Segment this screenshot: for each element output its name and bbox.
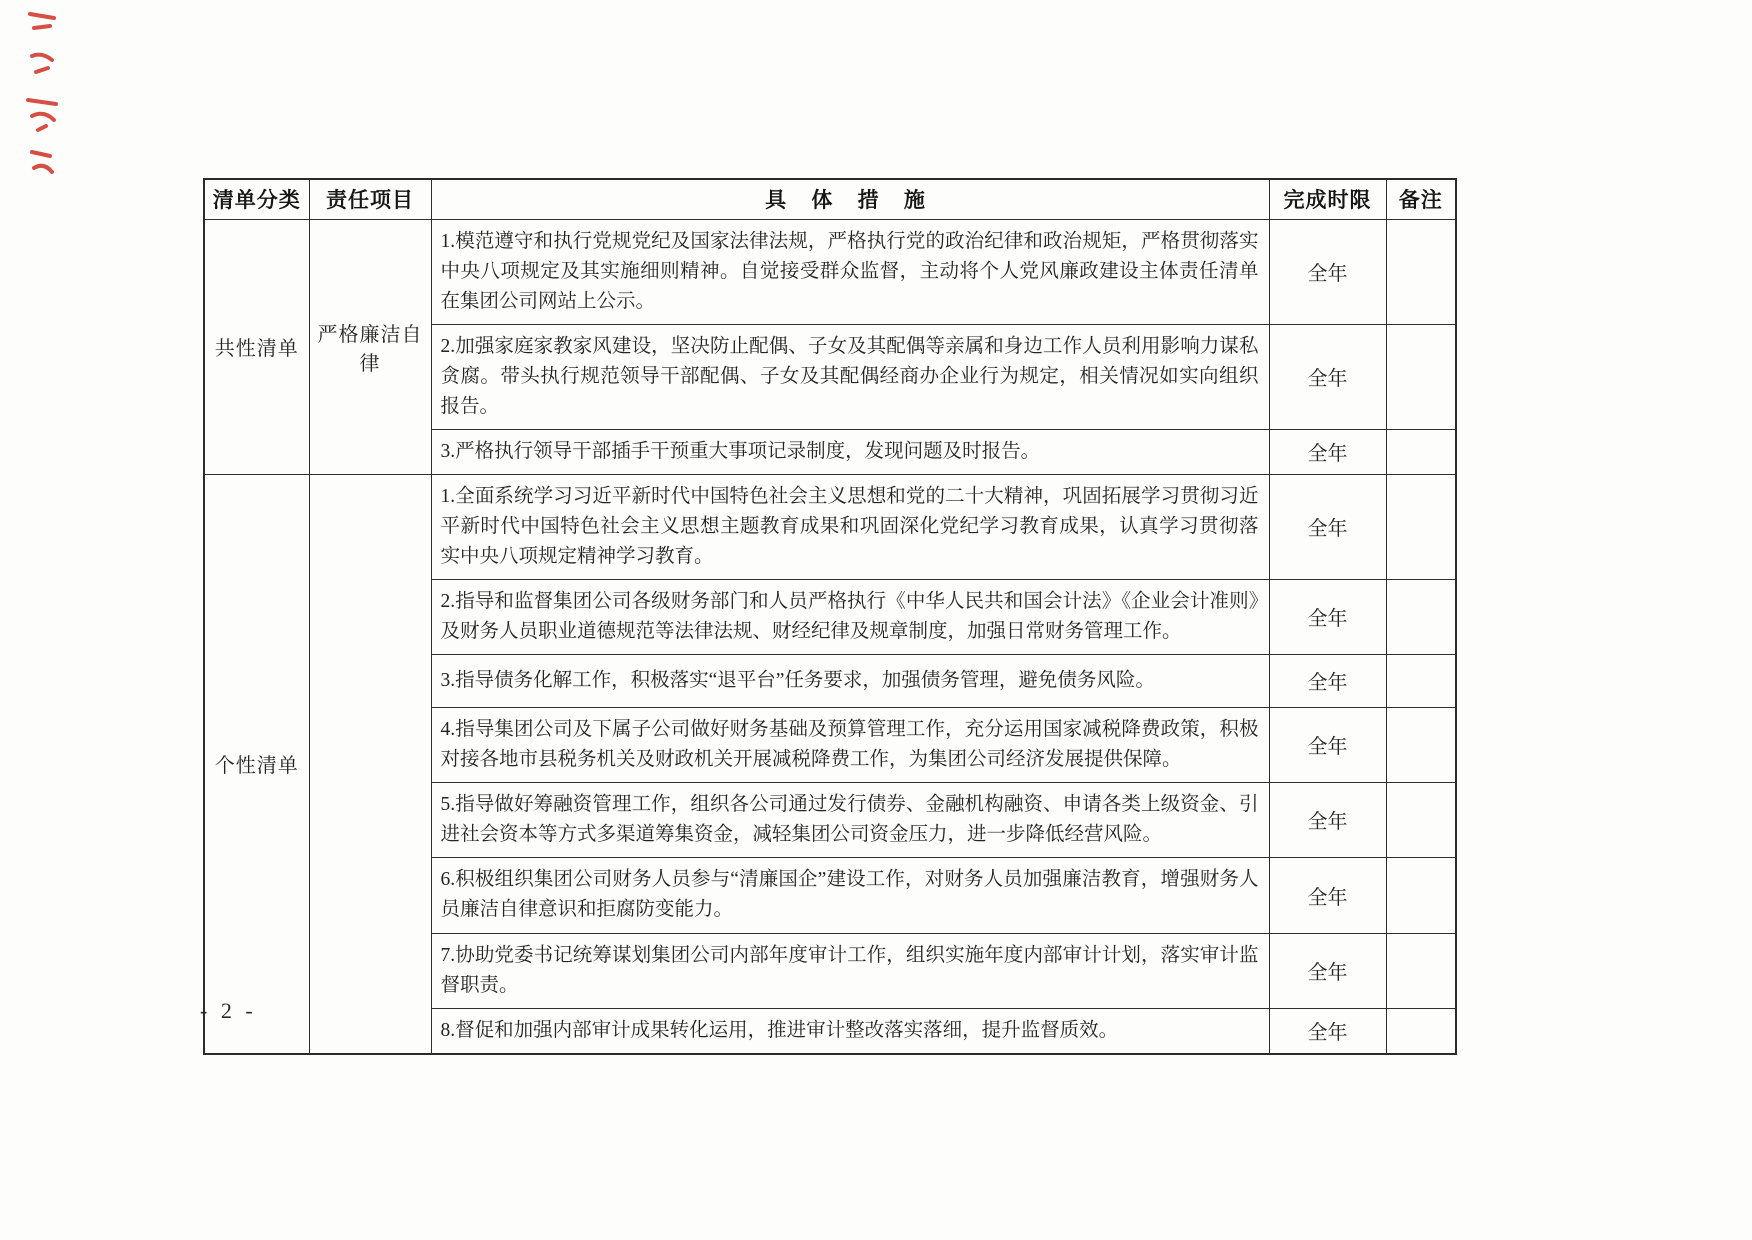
measure-cell: 1.全面系统学习习近平新时代中国特色社会主义思想和党的二十大精神，巩固拓展学习贯彻习近平新时代中国特色社会主义思想主题教育成果和巩固深化党纪学习教育成果，认真学习贯彻落实中央八项规定精神学习教育。 [431,474,1269,579]
page-number: - 2 - [200,998,257,1023]
remark-cell [1386,429,1456,474]
header-remark: 备注 [1386,179,1456,219]
header-responsibility: 责任项目 [309,179,431,219]
red-ink-marks [20,4,72,184]
responsibility-cell-common: 严格廉洁自律 [309,219,431,474]
remark-cell [1386,654,1456,707]
table-row [204,474,1456,579]
remark-cell [1386,857,1456,933]
header-category: 清单分类 [204,179,309,219]
deadline-cell: 全年 [1269,324,1386,429]
deadline-cell: 全年 [1269,707,1386,782]
remark-cell [1386,219,1456,324]
remark-cell [1386,707,1456,782]
responsibility-cell-individual [309,474,431,1054]
deadline-cell: 全年 [1269,429,1386,474]
measure-cell: 7.协助党委书记统筹谋划集团公司内部年度审计工作，组织实施年度内部审计计划，落实审计监督职责。 [431,933,1269,1008]
measure-cell: 1.模范遵守和执行党规党纪及国家法律法规，严格执行党的政治纪律和政治规矩，严格贯彻落实中央八项规定及其实施细则精神。自觉接受群众监督，主动将个人党风廉政建设主体责任清单在集团公司网站上公示。 [431,219,1269,324]
measure-cell: 5.指导做好筹融资管理工作，组织各公司通过发行债券、金融机构融资、申请各类上级资金、引进社会资本等方式多渠道筹集资金，减轻集团公司资金压力，进一步降低经营风险。 [431,782,1269,857]
measure-cell: 6.积极组织集团公司财务人员参与“清廉国企”建设工作，对财务人员加强廉洁教育，增强财务人员廉洁自律意识和拒腐防变能力。 [431,857,1269,933]
measure-cell: 2.加强家庭家教家风建设，坚决防止配偶、子女及其配偶等亲属和身边工作人员利用影响力谋私贪腐。带头执行规范领导干部配偶、子女及其配偶经商办企业行为规定，相关情况如实向组织报告。 [431,324,1269,429]
remark-cell [1386,579,1456,654]
measure-cell: 3.严格执行领导干部插手干预重大事项记录制度，发现问题及时报告。 [431,429,1269,474]
responsibility-list-table [203,178,1457,1055]
header-deadline: 完成时限 [1269,179,1386,219]
deadline-cell: 全年 [1269,474,1386,579]
remark-cell [1386,1008,1456,1054]
measure-cell: 4.指导集团公司及下属子公司做好财务基础及预算管理工作，充分运用国家减税降费政策，积极对接各地市县税务机关及财政机关开展减税降费工作，为集团公司经济发展提供保障。 [431,707,1269,782]
remark-cell [1386,933,1456,1008]
deadline-cell: 全年 [1269,219,1386,324]
category-cell-common: 共性清单 [204,219,309,474]
remark-cell [1386,474,1456,579]
header-measures: 具 体 措 施 [431,179,1269,219]
table-header-row [204,179,1456,219]
table-row [204,219,1456,324]
deadline-cell: 全年 [1269,857,1386,933]
remark-cell [1386,782,1456,857]
measure-cell: 8.督促和加强内部审计成果转化运用，推进审计整改落实落细，提升监督质效。 [431,1008,1269,1054]
measure-cell: 2.指导和监督集团公司各级财务部门和人员严格执行《中华人民共和国会计法》《企业会计准则》及财务人员职业道德规范等法律法规、财经纪律及规章制度，加强日常财务管理工作。 [431,579,1269,654]
deadline-cell: 全年 [1269,1008,1386,1054]
deadline-cell: 全年 [1269,654,1386,707]
deadline-cell: 全年 [1269,782,1386,857]
deadline-cell: 全年 [1269,933,1386,1008]
remark-cell [1386,324,1456,429]
deadline-cell: 全年 [1269,579,1386,654]
measure-cell: 3.指导债务化解工作，积极落实“退平台”任务要求，加强债务管理，避免债务风险。 [431,654,1269,707]
category-cell-individual: 个性清单 [204,474,309,1054]
